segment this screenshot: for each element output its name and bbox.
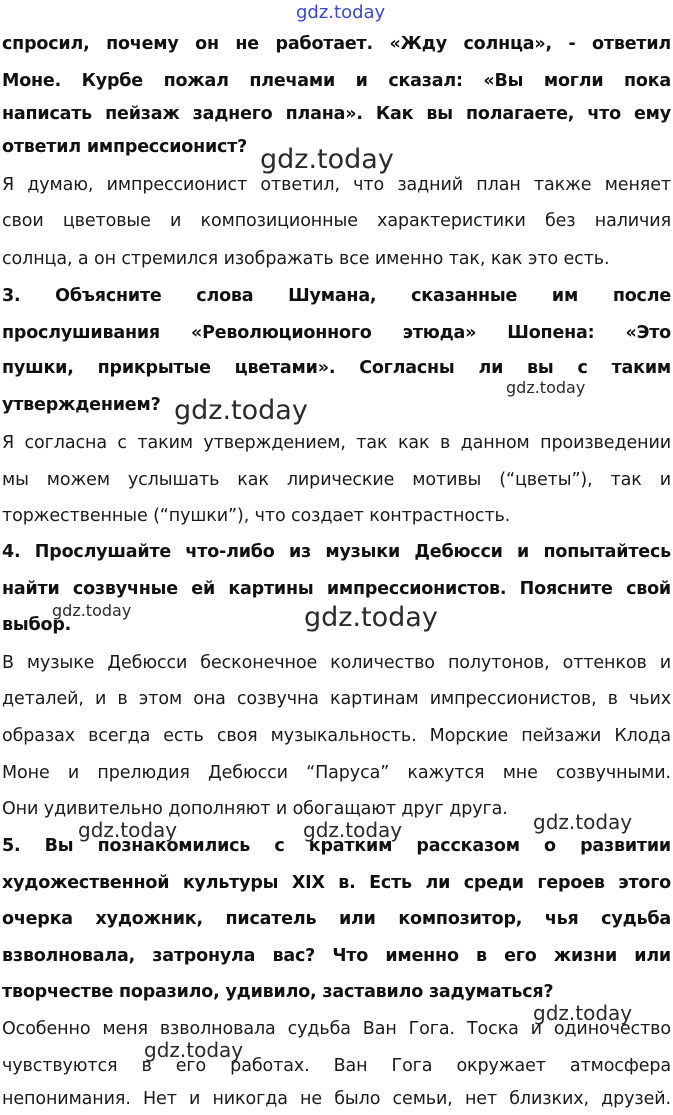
question-text-line: Моне. Курбе пожал плечами и сказал: «Вы могли пока bbox=[2, 71, 671, 91]
watermark: gdz.today bbox=[304, 602, 438, 633]
watermark: gdz.today bbox=[260, 144, 394, 175]
watermark-top: gdz.today bbox=[296, 2, 386, 23]
question-5-line: художественной культуры XIX в. Есть ли среди героев этого bbox=[2, 873, 671, 893]
watermark: gdz.today bbox=[52, 601, 132, 620]
question-3-line: утверждением? bbox=[2, 395, 161, 415]
watermark: gdz.today bbox=[78, 818, 178, 842]
watermark: gdz.today bbox=[506, 378, 586, 397]
watermark: gdz.today bbox=[144, 1038, 244, 1062]
question-5-line: 5. Вы познакомились с кратким рассказом о развитии bbox=[2, 836, 671, 856]
answer-4-line: деталей, и в этом она созвучна картинам импрессионистов, в чьих bbox=[2, 689, 671, 709]
answer-4-line: Моне и прелюдия Дебюсси “Паруса” кажутся мне созвучными. bbox=[2, 763, 671, 783]
answer-text-line: солнца, а он стремился изображать все именно так, как это есть. bbox=[2, 249, 610, 269]
answer-4-line: Они удивительно дополняют и обогащают друг друга. bbox=[2, 799, 508, 819]
watermark: gdz.today bbox=[303, 818, 403, 842]
answer-5-line: Особенно меня взволновала судьба Ван Гога. Тоска и одиночество bbox=[2, 1019, 671, 1039]
question-3-line: пушки, прикрытые цветами». Согласны ли вы с таким bbox=[2, 358, 671, 378]
answer-4-line: образах всегда есть своя музыкальность. Морские пейзажи Клода bbox=[2, 726, 671, 746]
watermark: gdz.today bbox=[533, 1001, 633, 1025]
question-4-line: найти созвучные ей картины импрессионистов. Поясните свой bbox=[2, 579, 671, 599]
answer-4-line: В музыке Дебюсси бесконечное количество полутонов, оттенков и bbox=[2, 653, 671, 673]
question-5-line: творчестве поразило, удивило, заставило задуматься? bbox=[2, 982, 554, 1002]
question-4-line: 4. Прослушайте что-либо из музыки Дебюсси и попытайтесь bbox=[2, 542, 671, 562]
answer-3-line: мы можем услышать как лирические мотивы (“цветы”), так и bbox=[2, 470, 671, 490]
answer-3-line: торжественные (“пушки”), что создает контрастность. bbox=[2, 506, 511, 526]
question-5-line: взволновала, затронула вас? Что именно в его жизни или bbox=[2, 946, 671, 966]
answer-5-line: непонимания. Нет и никогда не было семьи, нет близких, друзей. bbox=[2, 1089, 671, 1109]
question-text-line: спросил, почему он не работает. «Жду солнца», - ответил bbox=[2, 34, 671, 54]
watermark: gdz.today bbox=[174, 395, 308, 426]
answer-text-line: Я думаю, импрессионист ответил, что задний план также меняет bbox=[2, 175, 671, 195]
answer-5-line: чувствуются в его работах. Ван Гога окружает атмосфера bbox=[2, 1056, 671, 1076]
question-text-line: ответил импрессионист? bbox=[2, 137, 248, 157]
answer-text-line: свои цветовые и композиционные характеристики без наличия bbox=[2, 211, 671, 231]
question-4-line: выбор. bbox=[2, 615, 72, 635]
question-3-line: 3. Объясните слова Шумана, сказанные им после bbox=[2, 286, 671, 306]
watermark: gdz.today bbox=[533, 810, 633, 834]
question-5-line: очерка художник, писатель или композитор, чья судьба bbox=[2, 909, 671, 929]
question-3-line: прослушивания «Революционного этюда» Шопена: «Это bbox=[2, 323, 671, 343]
question-text-line: написать пейзаж заднего плана». Как вы полагаете, что ему bbox=[2, 104, 671, 124]
answer-3-line: Я согласна с таким утверждением, так как в данном произведении bbox=[2, 433, 671, 453]
